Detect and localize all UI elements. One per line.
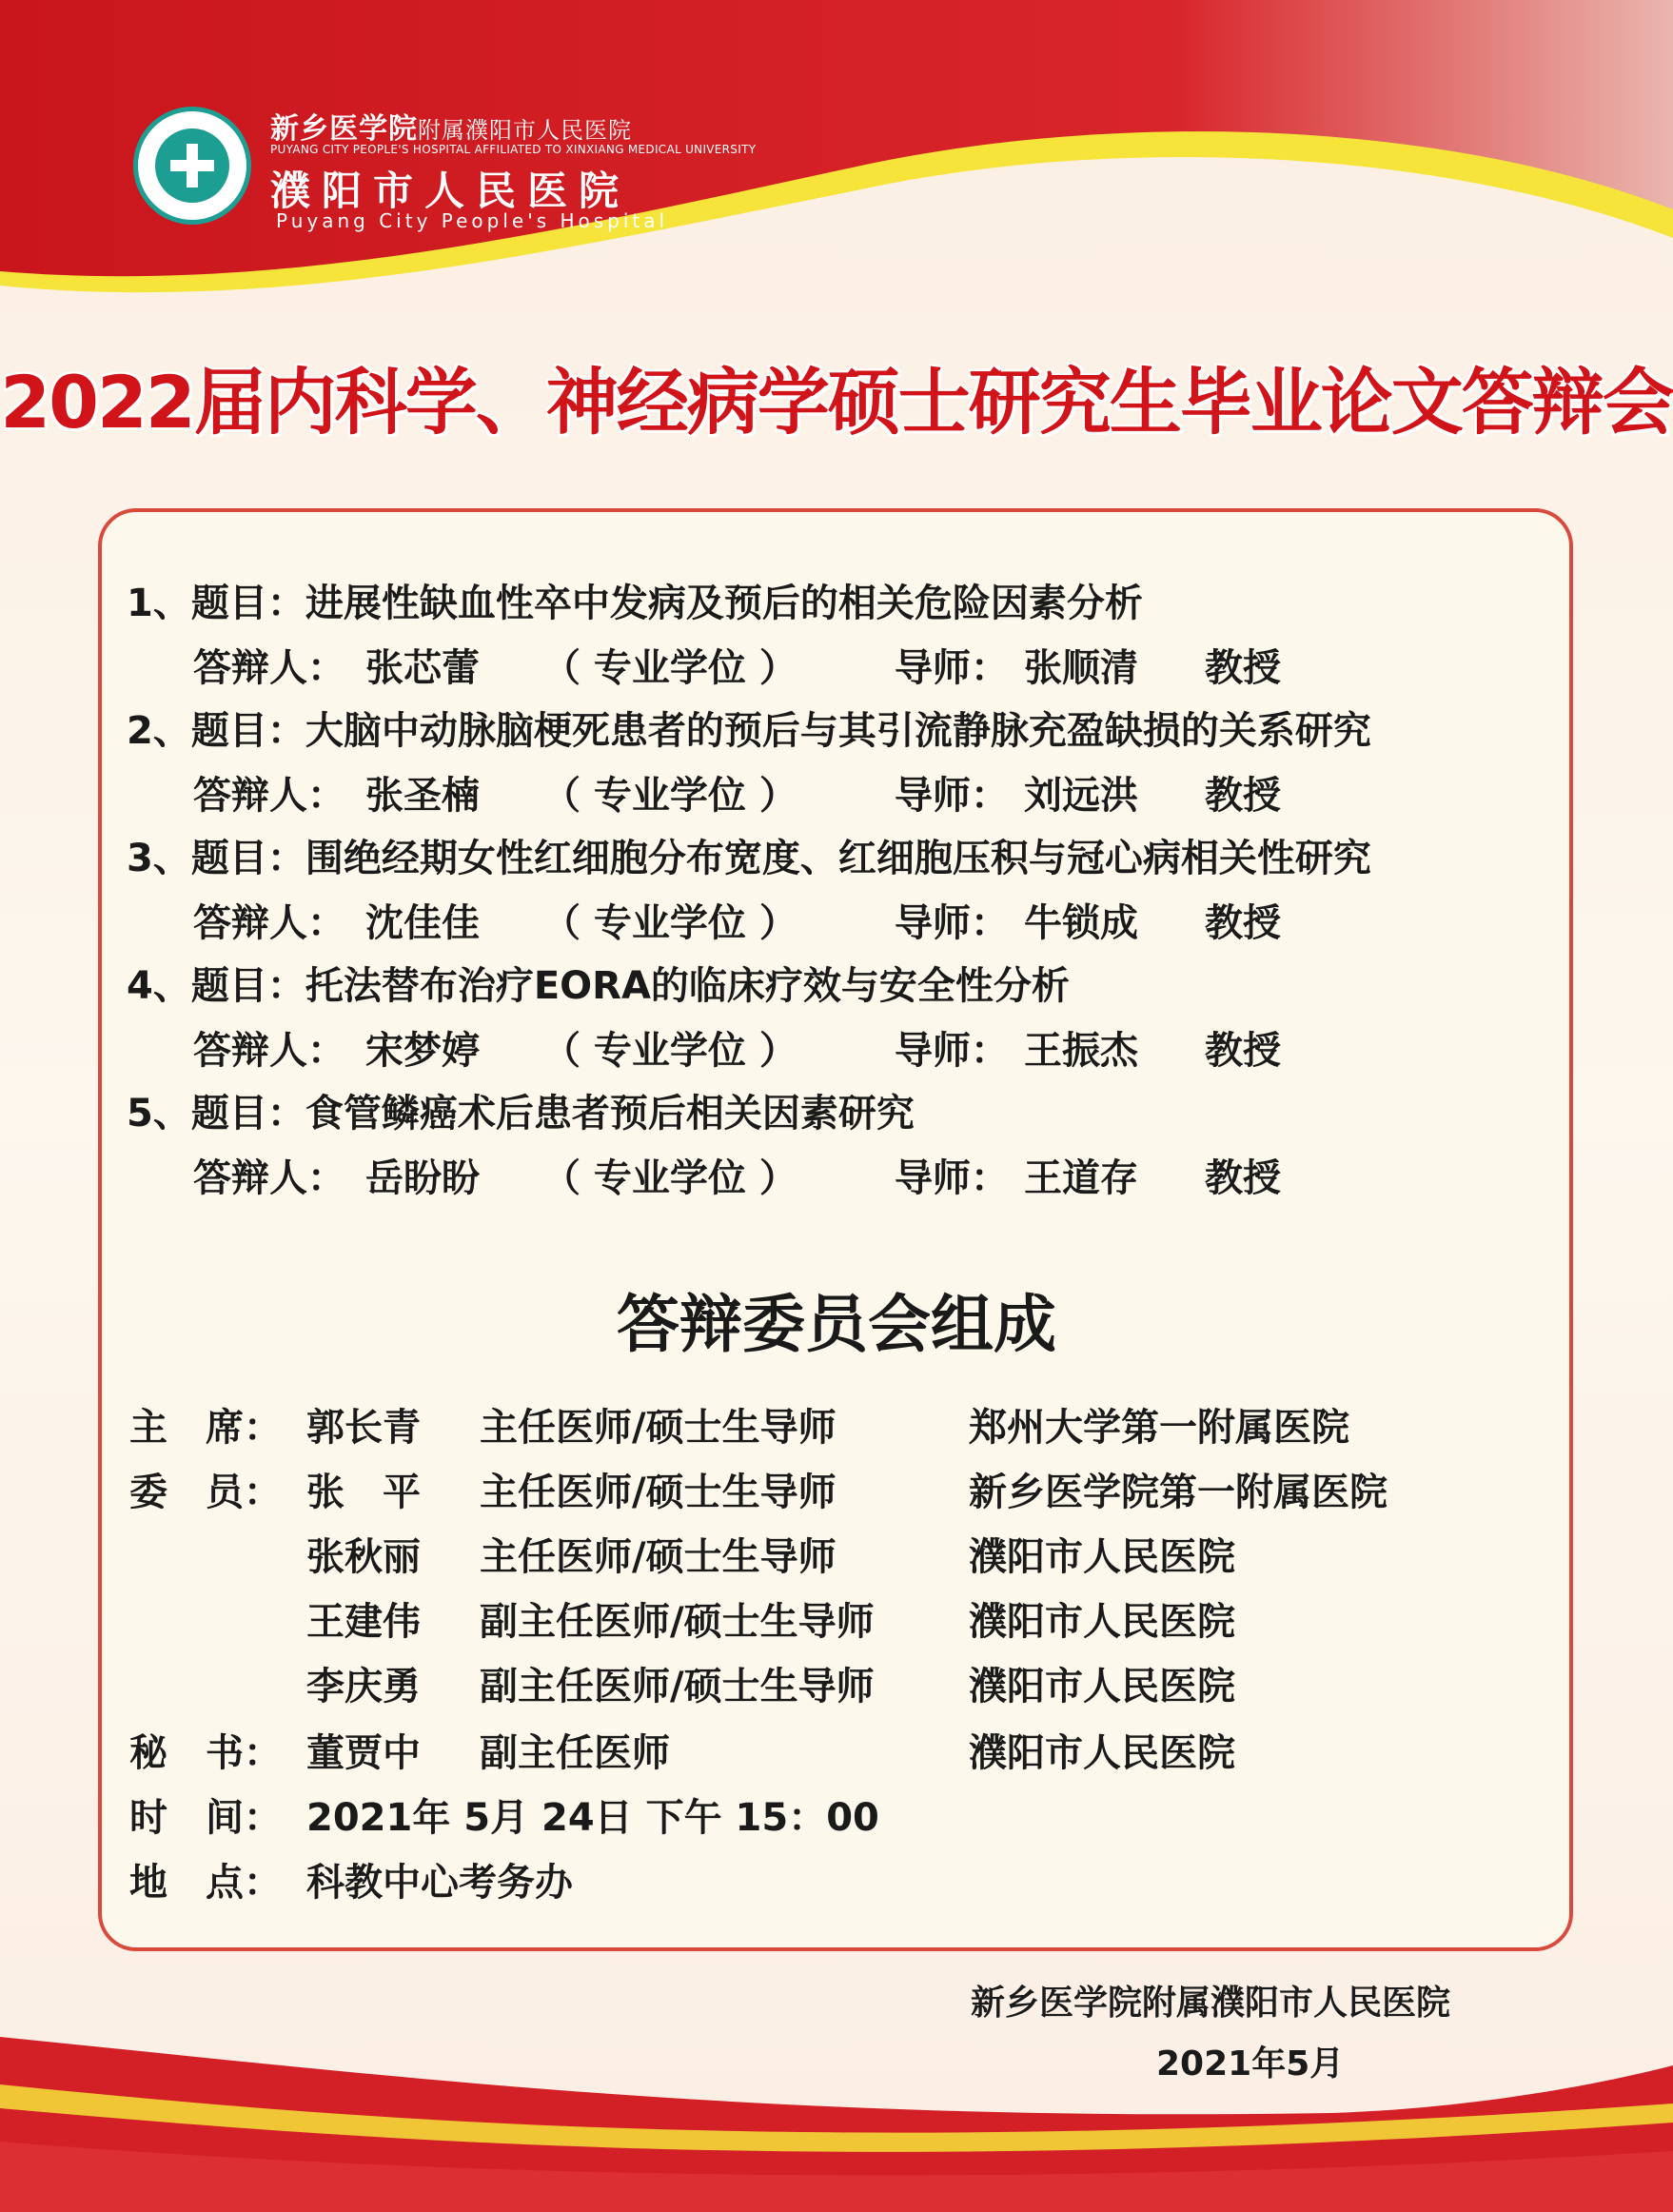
thesis-title (127, 1083, 915, 1137)
thesis-topic-label: 题目： (190, 964, 305, 1008)
defender-label: 答辩人： (193, 901, 345, 945)
defender-label: 答辩人： (193, 1156, 345, 1200)
advisor-name: 刘远洪 (1024, 774, 1138, 818)
thesis-topic: 进展性缺血性卒中发病及预后的相关危险因素分析 (305, 582, 1143, 625)
advisor-name: 王道存 (1024, 1156, 1138, 1200)
affiliated-hospital-name: 附属濮阳市人民医院 (418, 117, 632, 144)
advisor-label: 导师： (895, 774, 1009, 818)
poster-title: 2022届内科学、神经病学硕士研究生毕业论文答辩会 (0, 360, 1673, 444)
footer-date: 2021年5月 (1156, 2044, 1345, 2084)
member-title: 副主任医师/硕士生导师 (480, 1665, 875, 1708)
member-name: 董贾中 (306, 1731, 421, 1775)
defender-label: 答辩人： (193, 1029, 345, 1073)
member-title: 主任医师/硕士生导师 (480, 1535, 836, 1579)
degree-type: （ 专业学位 ） (542, 774, 797, 818)
hospital-english-name: Puyang City People's Hospital (276, 209, 669, 232)
defender-name: 岳盼盼 (365, 1156, 480, 1200)
member-role: 秘 书： (129, 1731, 282, 1775)
thesis-number: 2、 (127, 709, 191, 753)
member-name: 郭长青 (306, 1406, 421, 1450)
advisor-label: 导师： (895, 646, 1009, 690)
advisor-rank: 教授 (1205, 1156, 1281, 1200)
thesis-topic-label: 题目： (190, 1092, 305, 1136)
advisor-rank: 教授 (1205, 646, 1281, 690)
thesis-topic: 围绝经期女性红细胞分布宽度、红细胞压积与冠心病相关性研究 (305, 837, 1371, 880)
thesis-topic-label: 题目： (190, 709, 305, 753)
hospital-logo (133, 107, 251, 225)
member-title: 主任医师/硕士生导师 (480, 1471, 836, 1514)
thesis-number: 4、 (127, 964, 191, 1008)
thesis-topic: 大脑中动脉脑梗死患者的预后与其引流静脉充盈缺损的关系研究 (305, 709, 1371, 753)
thesis-topic: 食管鳞癌术后患者预后相关因素研究 (305, 1092, 915, 1136)
defender-label: 答辩人： (193, 646, 345, 690)
advisor-rank: 教授 (1205, 774, 1281, 818)
thesis-title (127, 828, 1371, 882)
member-name: 张秋丽 (306, 1535, 421, 1579)
place-value: 科教中心考务办 (306, 1861, 573, 1905)
member-organization: 濮阳市人民医院 (969, 1731, 1235, 1775)
defender-name: 宋梦婷 (365, 1029, 480, 1073)
thesis-number: 5、 (127, 1092, 191, 1136)
university-script-name: 新乡医学院 (270, 112, 418, 146)
advisor-name: 牛锁成 (1024, 901, 1138, 945)
thesis-title (127, 573, 1143, 627)
defender-name: 张芯蕾 (365, 646, 480, 690)
hospital-name-line1 (270, 105, 632, 147)
defender-name: 沈佳佳 (365, 901, 480, 945)
member-organization: 濮阳市人民医院 (969, 1600, 1235, 1644)
member-organization: 濮阳市人民医院 (969, 1665, 1235, 1708)
time-value: 2021年 5月 24日 下午 15：00 (306, 1796, 879, 1840)
defender-label: 答辩人： (193, 774, 345, 818)
degree-type: （ 专业学位 ） (542, 646, 797, 690)
member-name: 张 平 (306, 1471, 421, 1514)
degree-type: （ 专业学位 ） (542, 901, 797, 945)
thesis-title (127, 956, 1070, 1010)
member-title: 副主任医师 (480, 1731, 670, 1775)
logo-emblem-icon (155, 128, 229, 203)
thesis-number: 1、 (127, 582, 191, 625)
advisor-rank: 教授 (1205, 901, 1281, 945)
time-row (129, 1787, 282, 1842)
member-organization: 新乡医学院第一附属医院 (969, 1471, 1388, 1514)
member-title: 主任医师/硕士生导师 (480, 1406, 836, 1450)
footer-organization: 新乡医学院附属濮阳市人民医院 (971, 1984, 1451, 2023)
advisor-name: 张顺清 (1024, 646, 1138, 690)
thesis-topic-label: 题目： (190, 582, 305, 625)
degree-type: （ 专业学位 ） (542, 1156, 797, 1200)
hospital-name-calligraphy: 濮阳市人民医院 (270, 168, 631, 214)
member-organization: 郑州大学第一附属医院 (969, 1406, 1349, 1450)
thesis-topic: 托法替布治疗EORA的临床疗效与安全性分析 (305, 964, 1070, 1008)
thesis-topic-label: 题目： (190, 837, 305, 880)
advisor-rank: 教授 (1205, 1029, 1281, 1073)
advisor-label: 导师： (895, 1029, 1009, 1073)
member-role: 委 员： (129, 1471, 282, 1514)
degree-type: （ 专业学位 ） (542, 1029, 797, 1073)
thesis-title (127, 701, 1371, 755)
member-name: 李庆勇 (306, 1665, 421, 1708)
advisor-label: 导师： (895, 901, 1009, 945)
committee-heading: 答辩委员会组成 (617, 1288, 1056, 1361)
hospital-english-affiliation: PUYANG CITY PEOPLE'S HOSPITAL AFFILIATED TO XINXIANG MEDICAL UNIVERSITY (270, 143, 757, 156)
thesis-number: 3、 (127, 837, 191, 880)
member-title: 副主任医师/硕士生导师 (480, 1600, 875, 1644)
member-role: 主 席： (129, 1406, 282, 1450)
advisor-name: 王振杰 (1024, 1029, 1138, 1073)
defender-name: 张圣楠 (365, 774, 480, 818)
member-organization: 濮阳市人民医院 (969, 1535, 1235, 1579)
time-label: 时 间： (129, 1796, 282, 1840)
advisor-label: 导师： (895, 1156, 1009, 1200)
place-label: 地 点： (129, 1861, 282, 1905)
member-name: 王建伟 (306, 1600, 421, 1644)
place-row (129, 1852, 282, 1906)
